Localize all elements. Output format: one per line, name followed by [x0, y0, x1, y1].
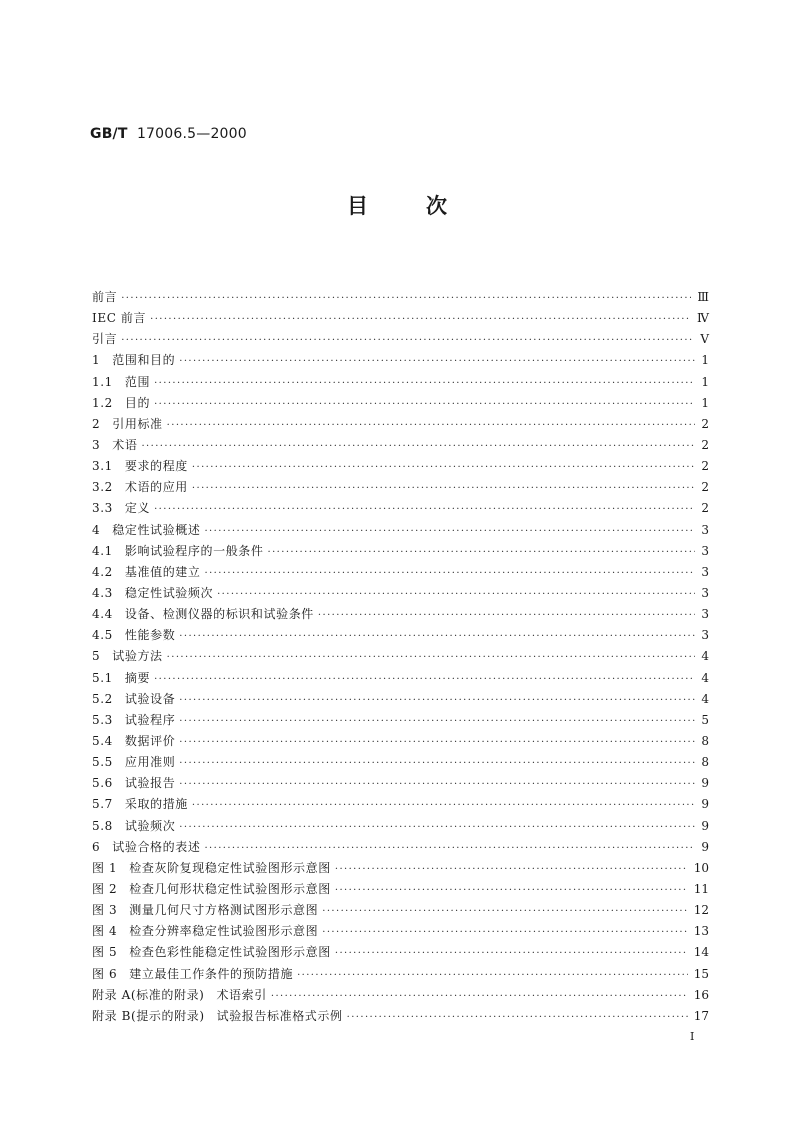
toc-entry-text: 要求的程度 [124, 459, 188, 474]
toc-entry-text: 目的 [124, 395, 151, 410]
toc-entry-text: 术语的应用 [124, 480, 188, 495]
toc-entry-page: 4 [701, 670, 709, 685]
toc-entry[interactable] [92, 477, 709, 498]
toc-entry-label [92, 794, 192, 815]
toc-entry-page: 2 [701, 480, 709, 495]
toc-entry-label [92, 942, 335, 963]
toc-entry-number: 5.4 [92, 733, 113, 748]
toc-entry-label [92, 646, 167, 667]
toc-entry[interactable] [92, 668, 709, 689]
toc-entry-label [92, 689, 179, 710]
toc-entry-number: 5.8 [92, 818, 113, 833]
toc-entry-label [92, 498, 154, 519]
toc-entry[interactable] [92, 646, 709, 667]
toc-entry-text: 定义 [124, 501, 151, 516]
toc-entry-page: 15 [693, 966, 709, 981]
toc-entry-text: 引言 [92, 332, 118, 347]
toc-entry-number: 图 5 [92, 945, 118, 960]
toc-entry-page: 3 [701, 522, 709, 537]
toc-entry-page: 3 [701, 607, 709, 622]
toc-entry-label [92, 562, 205, 583]
toc-entry-page: 9 [701, 776, 709, 791]
toc-entry-text: 试验合格的表述 [112, 839, 201, 854]
toc-entry-number: 5.2 [92, 691, 113, 706]
toc-entry-label [92, 900, 322, 921]
toc-entry-label [92, 773, 179, 794]
toc-entry-label [92, 583, 217, 604]
toc-entry-label [92, 710, 179, 731]
toc-entry-text: 影响试验程序的一般条件 [124, 543, 264, 558]
toc-entry[interactable] [92, 541, 709, 562]
toc-entry-label [92, 477, 192, 498]
toc-entry-number: 图 4 [92, 924, 118, 939]
toc-entry-page: Ⅲ [697, 290, 709, 304]
toc-entry-text: IEC 前言 [92, 311, 147, 326]
toc-entry[interactable] [92, 879, 709, 900]
toc-entry[interactable] [92, 921, 709, 942]
toc-leader-dots [335, 880, 688, 901]
toc-entry[interactable] [92, 964, 709, 985]
toc-entry-label [92, 308, 150, 329]
toc-entry[interactable] [92, 604, 709, 625]
toc-leader-dots [179, 732, 695, 753]
toc-entry-number: 附录 B(提示的附录) [92, 1008, 205, 1023]
toc-entry[interactable] [92, 308, 709, 329]
toc-entry-page: Ⅳ [697, 311, 709, 326]
toc-leader-dots [179, 351, 695, 372]
toc-leader-dots [192, 457, 695, 478]
toc-entry[interactable] [92, 625, 709, 646]
toc-entry-text: 摘要 [124, 670, 151, 685]
toc-leader-dots [154, 373, 695, 394]
toc-entry-page: 3 [701, 585, 709, 600]
toc-leader-dots [204, 521, 695, 542]
toc-entry-label [92, 414, 167, 435]
toc-entry-number: 1.2 [92, 395, 113, 410]
toc-entry-text: 术语 [112, 437, 138, 452]
toc-entry-text: 测量几何尺寸方格测试图形示意图 [129, 903, 319, 918]
toc-leader-dots [121, 288, 691, 309]
toc-entry-page: 2 [701, 459, 709, 474]
toc-leader-dots [335, 859, 688, 880]
toc-entry-label [92, 435, 141, 456]
toc-leader-dots [217, 584, 695, 605]
toc-entry[interactable] [92, 329, 709, 350]
toc-leader-dots [268, 542, 696, 563]
page-title [0, 190, 794, 220]
toc-entry[interactable] [92, 942, 709, 963]
toc-entry-number: 图 6 [92, 966, 118, 981]
toc-entry-text: 基准值的建立 [124, 564, 201, 579]
toc-entry-label [92, 625, 179, 646]
toc-entry-page: 3 [701, 628, 709, 643]
standard-number [90, 126, 247, 142]
toc-entry-page: 8 [701, 733, 709, 748]
toc-leader-dots [335, 943, 688, 964]
toc-entry[interactable] [92, 350, 709, 371]
toc-entry-page: 1 [701, 374, 709, 389]
toc-entry[interactable] [92, 900, 709, 921]
toc-entry-page: Ⅴ [700, 332, 709, 347]
toc-entry-page: 2 [701, 416, 709, 431]
toc-leader-dots [179, 753, 695, 774]
toc-entry-page: 10 [693, 860, 709, 875]
toc-entry-page: 9 [701, 797, 709, 812]
toc-entry-label [92, 287, 121, 308]
standard-code: 17006.5—2000 [136, 126, 247, 142]
toc-entry-text: 建立最佳工作条件的预防措施 [129, 966, 294, 981]
toc-entry-text: 检查灰阶复现稳定性试验图形示意图 [129, 860, 331, 875]
toc-entry-text: 试验设备 [124, 691, 176, 706]
toc-entry[interactable] [92, 372, 709, 393]
toc-entry-number: 6 [92, 839, 101, 854]
toc-entry-text: 稳定性试验频次 [124, 585, 214, 600]
toc-entry-number: 4.2 [92, 564, 113, 579]
toc-entry-label [92, 520, 204, 541]
toc-leader-dots [141, 436, 695, 457]
toc-entry-text: 范围和目的 [112, 353, 176, 368]
toc-entry[interactable] [92, 456, 709, 477]
toc-entry-number: 附录 A(标准的附录) [92, 987, 205, 1002]
toc-leader-dots [322, 901, 687, 922]
toc-leader-dots [179, 711, 695, 732]
toc-entry-label [92, 372, 154, 393]
toc-entry-number: 3 [92, 437, 101, 452]
toc-entry-text: 试验报告 [124, 776, 176, 791]
toc-entry-number: 3.3 [92, 501, 113, 516]
toc-leader-dots [179, 626, 695, 647]
toc-entry-number: 1 [92, 353, 101, 368]
toc-entry-number: 5 [92, 649, 101, 664]
toc-entry-text: 采取的措施 [124, 797, 188, 812]
toc-entry-page: 9 [701, 839, 709, 854]
toc-entry-text: 检查分辨率稳定性试验图形示意图 [129, 924, 319, 939]
toc-entry-text: 数据评价 [124, 733, 176, 748]
toc-entry-page: 13 [693, 924, 709, 939]
toc-entry-number: 图 3 [92, 903, 118, 918]
toc-entry-label [92, 541, 268, 562]
toc-leader-dots [192, 478, 695, 499]
toc-entry-page: 4 [701, 649, 709, 664]
toc-leader-dots [154, 669, 695, 690]
toc-entry-number: 图 2 [92, 881, 118, 896]
toc-entry-number: 4.1 [92, 543, 113, 558]
toc-entry-page: 3 [701, 564, 709, 579]
toc-entry-number: 1.1 [92, 374, 113, 389]
toc-entry-text: 试验方法 [112, 649, 163, 664]
toc-entry-number: 2 [92, 416, 101, 431]
page-number: I [690, 1030, 695, 1043]
toc-entry-number: 4.3 [92, 585, 113, 600]
toc-entry-label [92, 837, 204, 858]
toc-entry-text: 检查色彩性能稳定性试验图形示意图 [129, 945, 331, 960]
toc-entry[interactable] [92, 731, 709, 752]
toc-leader-dots [179, 817, 695, 838]
toc-entry-label [92, 752, 179, 773]
toc-leader-dots [179, 774, 695, 795]
toc-entry[interactable] [92, 985, 709, 1006]
toc-entry-label [92, 921, 322, 942]
toc-entry-page: 5 [701, 712, 709, 727]
toc-entry[interactable] [92, 773, 709, 794]
toc-leader-dots [167, 415, 695, 436]
toc-entry-number: 5.1 [92, 670, 113, 685]
toc-entry-number: 图 1 [92, 860, 118, 875]
toc-entry-text: 检查几何形状稳定性试验图形示意图 [129, 881, 331, 896]
standard-prefix: GB/T [90, 126, 128, 142]
toc-entry[interactable] [92, 752, 709, 773]
toc-entry-page: 16 [693, 987, 709, 1002]
toc-leader-dots [150, 309, 691, 330]
toc-entry[interactable] [92, 858, 709, 879]
toc-entry[interactable] [92, 837, 709, 858]
toc-entry-text: 应用准则 [124, 755, 176, 770]
toc-entry-page: 12 [693, 903, 709, 918]
toc-entry[interactable] [92, 1006, 709, 1027]
toc-entry-text: 引用标准 [112, 416, 163, 431]
toc-entry-text: 设备、检测仪器的标识和试验条件 [124, 607, 314, 622]
toc-entry-number: 5.6 [92, 776, 113, 791]
toc-entry-page: 4 [701, 691, 709, 706]
toc-entry-page: 11 [693, 881, 709, 896]
toc-entry-text: 前言 [92, 290, 118, 304]
toc-entry-text: 稳定性试验概述 [112, 522, 201, 537]
toc-entry[interactable] [92, 414, 709, 435]
toc-leader-dots [297, 965, 688, 986]
toc-entry-label [92, 731, 179, 752]
toc-entry-number: 3.1 [92, 459, 113, 474]
toc-entry-page: 9 [701, 818, 709, 833]
toc-entry-label [92, 879, 335, 900]
toc-entry-label [92, 964, 297, 985]
toc-entry-page: 14 [693, 945, 709, 960]
toc-entry-page: 8 [701, 755, 709, 770]
toc-entry-text: 术语索引 [216, 987, 267, 1002]
toc-entry-label [92, 1006, 347, 1027]
toc-leader-dots [205, 563, 696, 584]
title-char-1: 目 [347, 194, 368, 218]
toc-entry-number: 5.3 [92, 712, 113, 727]
table-of-contents [92, 287, 709, 1027]
toc-entry-text: 范围 [124, 374, 151, 389]
toc-entry-number: 5.7 [92, 797, 113, 812]
toc-entry-page: 3 [701, 543, 709, 558]
toc-entry[interactable] [92, 583, 709, 604]
toc-entry[interactable] [92, 562, 709, 583]
toc-leader-dots [154, 499, 695, 520]
toc-leader-dots [318, 605, 695, 626]
toc-entry-number: 5.5 [92, 755, 113, 770]
toc-leader-dots [192, 795, 695, 816]
toc-entry-number: 3.2 [92, 480, 113, 495]
toc-entry-text: 试验频次 [124, 818, 176, 833]
toc-entry-label [92, 858, 335, 879]
toc-entry-label [92, 816, 179, 837]
toc-entry-page: 17 [693, 1008, 709, 1023]
toc-leader-dots [204, 838, 695, 859]
toc-leader-dots [167, 647, 695, 668]
toc-entry[interactable] [92, 710, 709, 731]
toc-leader-dots [347, 1007, 688, 1028]
toc-leader-dots [121, 330, 694, 351]
toc-entry-label [92, 456, 192, 477]
toc-entry[interactable] [92, 498, 709, 519]
toc-entry-label [92, 393, 154, 414]
toc-entry[interactable] [92, 816, 709, 837]
toc-entry[interactable] [92, 287, 709, 308]
toc-entry-page: 1 [701, 395, 709, 410]
toc-entry-label [92, 668, 154, 689]
toc-leader-dots [271, 986, 688, 1007]
toc-entry-page: 2 [701, 501, 709, 516]
toc-entry-number: 4.4 [92, 607, 113, 622]
toc-entry-label [92, 985, 271, 1006]
toc-entry-page: 2 [701, 437, 709, 452]
toc-entry[interactable] [92, 794, 709, 815]
toc-entry[interactable] [92, 393, 709, 414]
toc-entry-number: 4.5 [92, 628, 113, 643]
toc-entry-label [92, 350, 179, 371]
toc-entry[interactable] [92, 435, 709, 456]
toc-entry-text: 性能参数 [124, 628, 176, 643]
toc-entry[interactable] [92, 520, 709, 541]
toc-entry[interactable] [92, 689, 709, 710]
toc-entry-number: 4 [92, 522, 101, 537]
toc-entry-page: 1 [701, 353, 709, 368]
toc-leader-dots [154, 394, 695, 415]
title-char-2: 次 [426, 194, 447, 218]
toc-entry-text: 试验报告标准格式示例 [216, 1008, 343, 1023]
toc-entry-text: 试验程序 [124, 712, 176, 727]
toc-leader-dots [179, 690, 695, 711]
toc-leader-dots [322, 922, 687, 943]
toc-entry-label [92, 329, 121, 350]
toc-entry-label [92, 604, 318, 625]
